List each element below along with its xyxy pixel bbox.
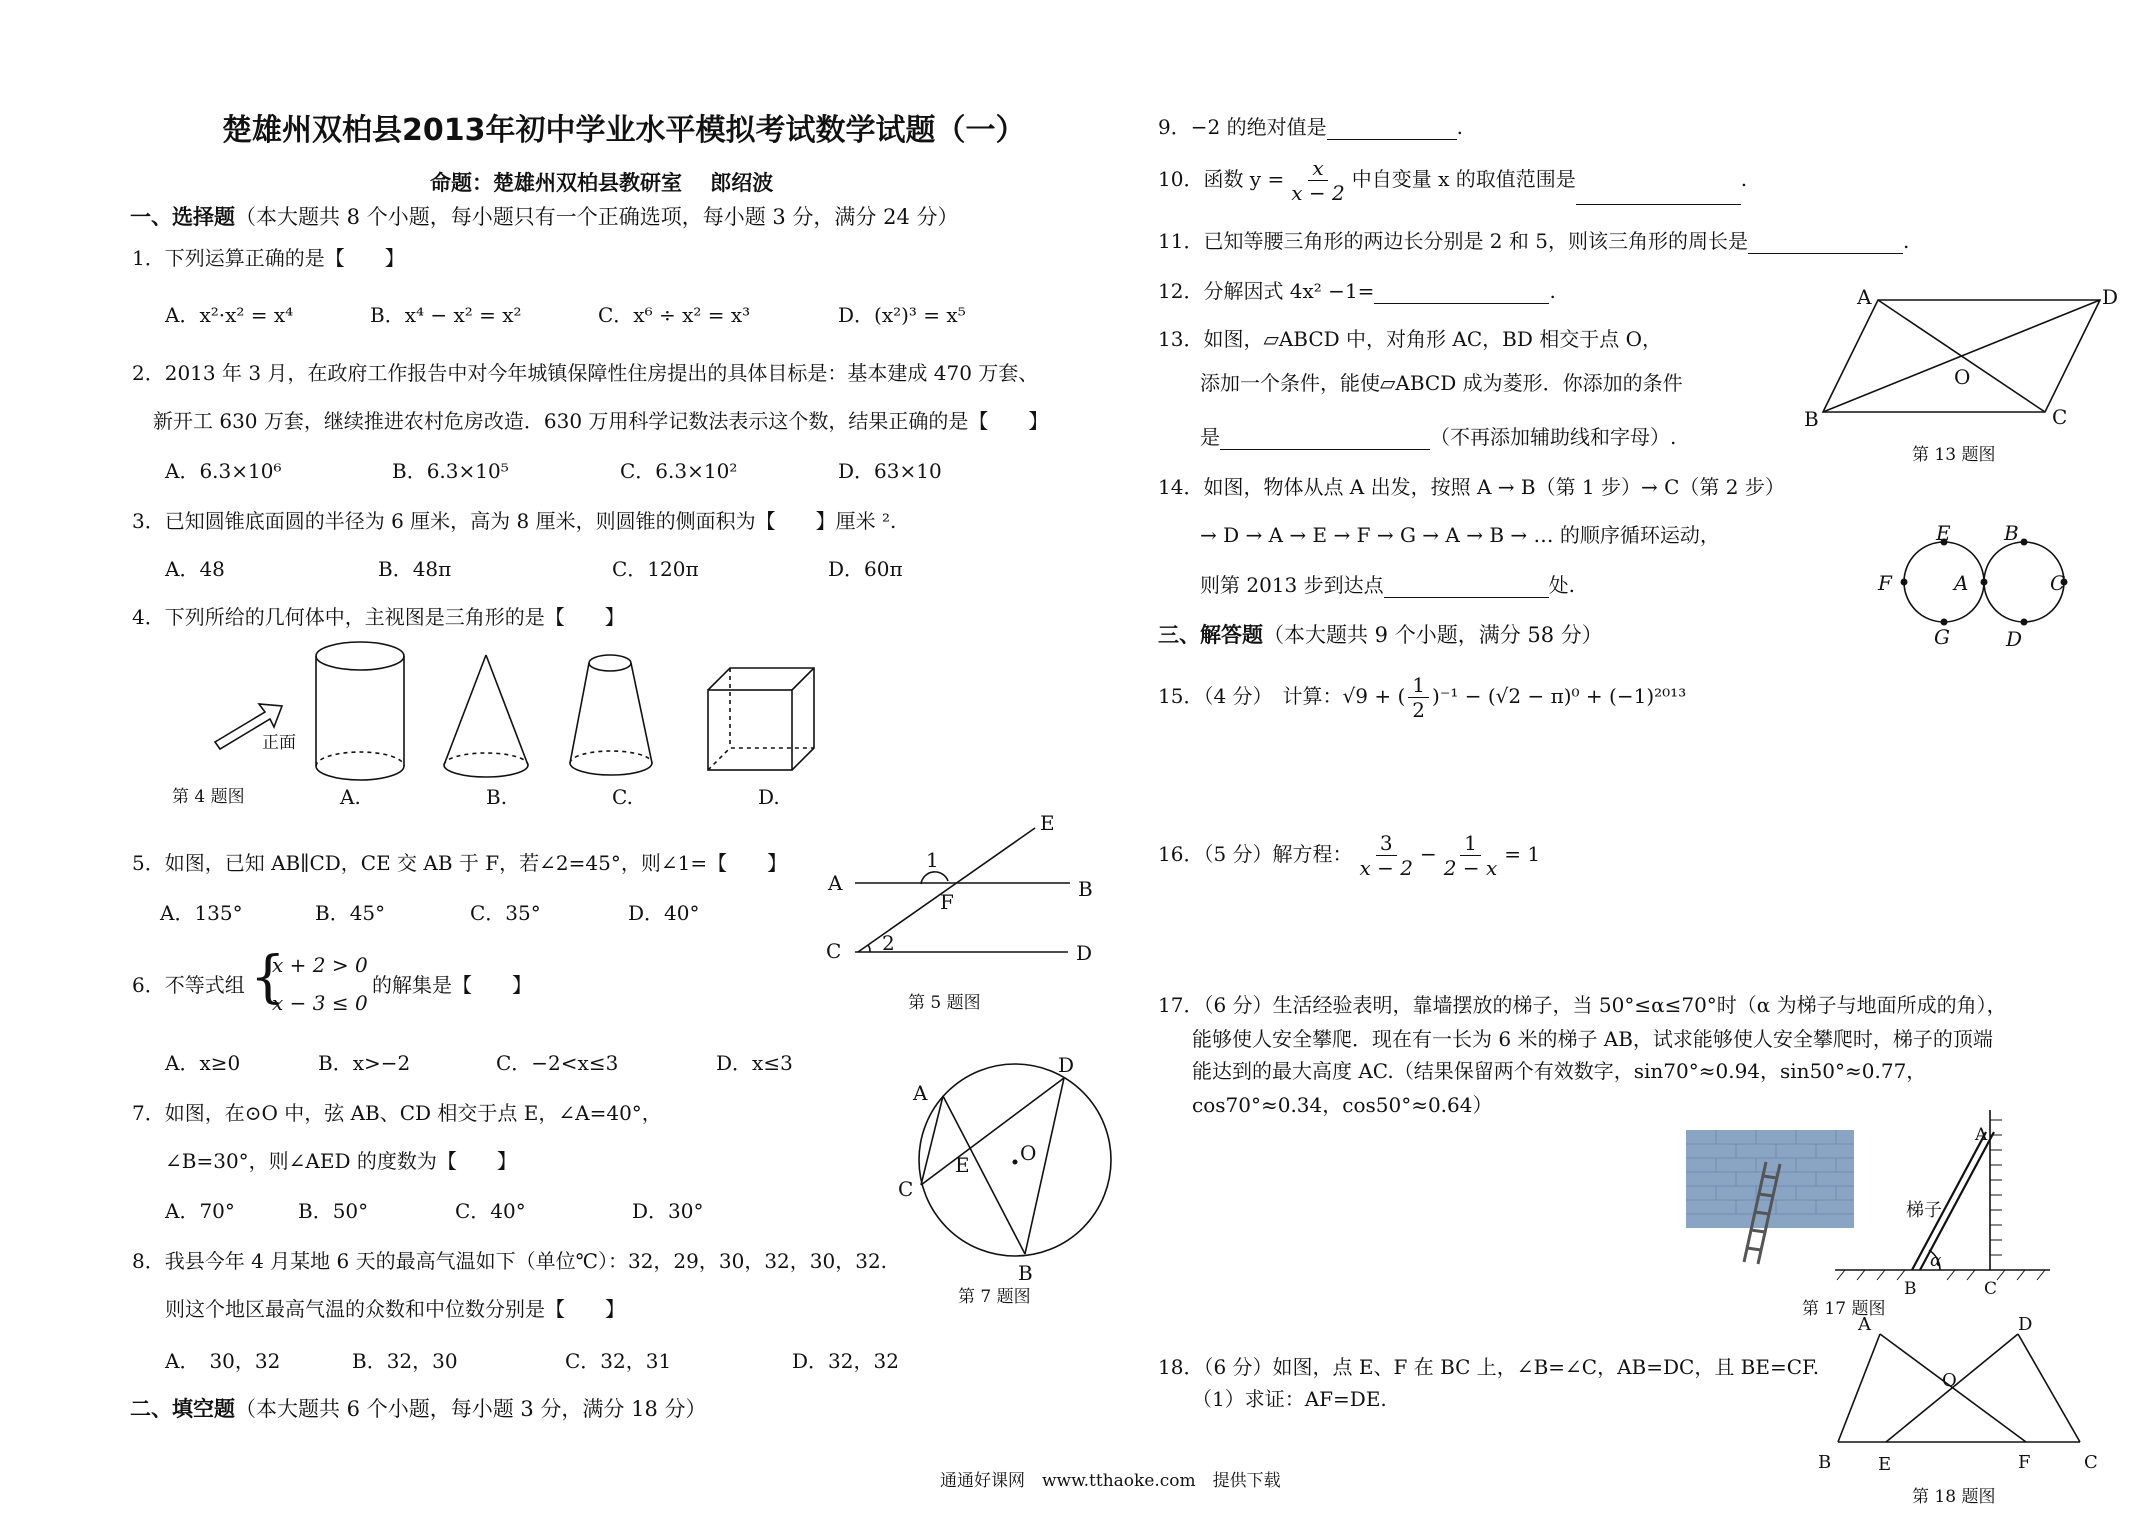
q15-pre: 15．（4 分） 计算： — [1158, 684, 1343, 708]
q1-option-b: B．x⁴ − x² = x² — [370, 303, 522, 327]
point-b-label: B — [2004, 521, 2019, 545]
q16-denominator-2: 2 − x — [1443, 856, 1498, 880]
point-a-label: A — [1857, 285, 1872, 309]
segment-dc — [2018, 1334, 2080, 1442]
q18-line2: （1）求证：AF=DE. — [1192, 1387, 1387, 1411]
point-a-label: A — [1975, 1125, 1988, 1145]
q10-numerator: x — [1308, 156, 1327, 181]
q7-option-d: D．30° — [632, 1199, 704, 1223]
q6-stem-b: 的解集是【 】 — [372, 973, 532, 997]
q4-stem: 4．下列所给的几何体中，主视图是三角形的是【 】 — [132, 605, 625, 629]
q6-stem-a: 6．不等式组 — [132, 973, 245, 997]
q15-expr-b: )⁻¹ − (√2 − π)⁰ + (−1)²⁰¹³ — [1432, 684, 1687, 708]
q3-option-b: B．48π — [378, 557, 452, 581]
point-e-label: E — [1040, 811, 1055, 835]
point-c-label: C — [1984, 1279, 1998, 1299]
segment-ab — [1838, 1334, 1880, 1442]
q17-line1: 17．（6 分）生活经验表明，靠墙摆放的梯子，当 50°≤α≤70°时（α 为梯子与地面所成的角）， — [1158, 993, 2007, 1017]
q11-stem: 11．已知等腰三角形的两边长分别是 2 和 5，则该三角形的周长是 — [1158, 229, 1748, 253]
q7-caption: 第 7 题图 — [958, 1287, 1031, 1307]
angle-1-label: 1 — [926, 848, 939, 872]
q14-stem3a: 则第 2013 步到达点 — [1200, 573, 1384, 597]
point-b-label: B — [1818, 1452, 1832, 1473]
point-f-label: F — [1878, 571, 1892, 595]
q1-option-c: C．x⁶ ÷ x² = x³ — [598, 303, 751, 327]
q14-stem-line1: 14．如图，物体从点 A 出发，按照 A → B（第 1 步）→ C（第 2 步） — [1158, 475, 1785, 499]
q10-pre: 10．函数 y = — [1158, 167, 1285, 191]
point-g-label: G — [1934, 625, 1950, 649]
angle-2-label: 2 — [882, 931, 895, 955]
q5-option-c: C．35° — [470, 901, 541, 925]
q16-minus: − — [1420, 842, 1437, 866]
q11-end: . — [1902, 229, 1910, 253]
q17-line4: cos70°≈0.34，cos50°≈0.64） — [1192, 1093, 1493, 1117]
q17-caption: 第 17 题图 — [1802, 1299, 1886, 1319]
q9-stem: 9．−2 的绝对值是 — [1158, 115, 1327, 139]
point-d-label: D — [2018, 1314, 2033, 1335]
q8-option-d: D．32，32 — [792, 1349, 899, 1373]
q18-caption: 第 18 题图 — [1912, 1487, 1996, 1507]
q13-caption: 第 13 题图 — [1912, 445, 1996, 465]
q2-option-b: B．6.3×10⁵ — [392, 459, 509, 483]
ladder-label: 梯子 — [1906, 1200, 1942, 1221]
q2-option-c: C．6.3×10² — [620, 459, 738, 483]
point-o-label: O — [1020, 1141, 1037, 1165]
page-title: 楚雄州双柏县2013年初中学业水平模拟考试数学试题（一） — [222, 113, 1026, 148]
q10-end: . — [1740, 167, 1748, 191]
q16-post: = 1 — [1504, 842, 1541, 866]
point-o-label: O — [1954, 365, 1971, 389]
q10-denominator: x − 2 — [1291, 181, 1345, 205]
section-1-label: 一、选择题 — [130, 205, 235, 229]
q2-option-d: D．63×10 — [838, 459, 942, 483]
q8-stem-line2: 则这个地区最高气温的众数和中位数分别是【 】 — [165, 1297, 625, 1321]
q7-option-c: C．40° — [455, 1199, 526, 1223]
q8-option-b: B．32，30 — [352, 1349, 458, 1373]
q13-stem3b: （不再添加辅助线和字母）. — [1430, 425, 1677, 449]
q16-numerator-2: 1 — [1460, 831, 1481, 856]
point-a-label: A — [913, 1081, 928, 1105]
q15-numerator: 1 — [1408, 673, 1429, 698]
point-e-label: E — [1878, 1454, 1892, 1475]
point-b-label: B — [1018, 1261, 1033, 1285]
point-f-label: F — [2018, 1452, 2031, 1473]
point-c-label: C — [826, 939, 842, 963]
q4-label-c: C. — [612, 785, 633, 809]
point-e-label: E — [1936, 521, 1951, 545]
section-2-label: 二、填空题 — [130, 1397, 235, 1421]
section-2-note: （本大题共 6 个小题，每小题 3 分，满分 18 分） — [235, 1397, 707, 1421]
q15-expr-a: √9 + ( — [1342, 684, 1406, 708]
q1-option-d: D．(x²)³ = x⁵ — [838, 303, 966, 327]
q6-inequality-2: x − 3 ≤ 0 — [272, 991, 368, 1015]
point-a-label: A — [1858, 1314, 1871, 1335]
point-c-label: C — [2050, 571, 2066, 595]
page-footer: 通通好课网 www.tthaoke.com 提供下载 — [940, 1471, 1281, 1491]
q1-option-a: A．x²·x² = x⁴ — [165, 303, 294, 327]
q12-stem: 12．分解因式 4x² −1= — [1158, 279, 1375, 303]
point-a-label: A — [1954, 571, 1969, 595]
point-b-label: B — [1078, 877, 1093, 901]
point-c-label: C — [898, 1177, 914, 1201]
q17-line2: 能够使人安全攀爬．现在有一长为 6 米的梯子 AB，试求能够使人安全攀爬时，梯子的顶端 — [1192, 1027, 1993, 1051]
section-3-label: 三、解答题 — [1158, 623, 1263, 647]
point-d-label: D — [2102, 285, 2119, 309]
q3-option-a: A．48 — [165, 557, 225, 581]
point-b-label: B — [1804, 407, 1819, 431]
q5-caption: 第 5 题图 — [908, 993, 981, 1013]
q10-post: 中自变量 x 的取值范围是 — [1351, 167, 1576, 191]
point-d-label: D — [1058, 1053, 1075, 1077]
q4-label-b: B. — [486, 785, 508, 809]
q6-brace-icon: { — [250, 945, 286, 1010]
q8-stem-line1: 8．我县今年 4 月某地 6 天的最高气温如下（单位℃）：32，29，30，32，30，32. — [132, 1249, 888, 1273]
q4-front-label: 正面 — [262, 733, 296, 753]
q9-end: . — [1456, 115, 1463, 139]
point-o-label: O — [1942, 1370, 1957, 1391]
q5-option-a: A．135° — [160, 901, 243, 925]
q16-denominator-1: x − 2 — [1359, 856, 1414, 880]
q3-option-c: C．120π — [612, 557, 699, 581]
q8-option-c: C．32，31 — [565, 1349, 672, 1373]
point-e-label: E — [955, 1153, 970, 1177]
q2-stem-line2: 新开工 630 万套，继续推进农村危房改造．630 万用科学记数法表示这个数，结果正确的是【 】 — [153, 409, 1049, 433]
point-c-label: C — [2084, 1452, 2098, 1473]
q8-option-a: A． 30，32 — [165, 1349, 281, 1373]
q17-line3: 能达到的最大高度 AC.（结果保留两个有效数字，sin70°≈0.94，sin50°≈0.77， — [1192, 1059, 1927, 1083]
q2-stem-line1: 2．2013 年 3 月，在政府工作报告中对今年城镇保障性住房提出的具体目标是：基本建成 470 万套、 — [132, 361, 1039, 385]
point-d-label: D — [2006, 627, 2023, 651]
point-f-label: F — [940, 890, 954, 914]
q14-stem3b: 处. — [1548, 573, 1575, 597]
point-b-label: B — [1904, 1279, 1917, 1299]
q16-pre: 16．（5 分）解方程： — [1158, 842, 1353, 866]
q7-stem-line2: ∠B=30°，则∠AED 的度数为【 】 — [165, 1149, 517, 1173]
q1-stem: 1．下列运算正确的是【 】 — [132, 246, 405, 270]
q12-end: . — [1549, 279, 1556, 303]
point-a-label: A — [828, 871, 843, 895]
q7-option-b: B．50° — [298, 1199, 369, 1223]
section-1-note: （本大题共 8 个小题，每小题只有一个正确选项，每小题 3 分，满分 24 分） — [235, 205, 959, 229]
q5-stem: 5．如图，已知 AB∥CD，CE 交 AB 于 F，若∠2=45°，则∠1=【 】 — [132, 851, 788, 875]
q15-denominator: 2 — [1412, 698, 1426, 722]
q6-option-c: C．−2<x≤3 — [496, 1051, 619, 1075]
q6-option-b: B．x>−2 — [318, 1051, 411, 1075]
q13-stem-line1: 13．如图，▱ABCD 中，对角形 AC，BD 相交于点 O， — [1158, 327, 1662, 351]
q14-stem-line2: → D → A → E → F → G → A → B → … 的顺序循环运动， — [1200, 523, 1720, 547]
q7-stem-line1: 7．如图，在⊙O 中，弦 AB、CD 相交于点 E，∠A=40°， — [132, 1101, 662, 1125]
point-d-label: D — [1076, 941, 1093, 965]
q5-option-b: B．45° — [315, 901, 386, 925]
q5-option-d: D．40° — [628, 901, 700, 925]
q4-label-d: D. — [758, 785, 780, 809]
q3-option-d: D．60π — [828, 557, 903, 581]
q2-option-a: A．6.3×10⁶ — [165, 459, 282, 483]
q4-label-a: A. — [340, 785, 361, 809]
q6-option-a: A．x≥0 — [165, 1051, 241, 1075]
q4-caption: 第 4 题图 — [172, 787, 245, 807]
q7-option-a: A．70° — [165, 1199, 235, 1223]
angle-alpha-label: α — [1930, 1251, 1942, 1271]
q6-inequality-1: x + 2 > 0 — [272, 953, 368, 977]
section-3-note: （本大题共 9 个小题，满分 58 分） — [1263, 623, 1603, 647]
q13-stem3a: 是 — [1200, 425, 1220, 449]
point-c-label: C — [2052, 405, 2068, 429]
q16-numerator-1: 3 — [1376, 831, 1397, 856]
q6-option-d: D．x≤3 — [716, 1051, 793, 1075]
q13-stem-line2: 添加一个条件，能使▱ABCD 成为菱形．你添加的条件 — [1200, 371, 1683, 395]
author-line: 命题：楚雄州双柏县教研室 郎绍波 — [430, 171, 774, 195]
q18-line1: 18．（6 分）如图，点 E、F 在 BC 上，∠B=∠C，AB=DC，且 BE=CF. — [1158, 1355, 1820, 1379]
q3-stem: 3．已知圆锥底面圆的半径为 6 厘米，高为 8 厘米，则圆锥的侧面积为【 】厘米 ². — [132, 509, 897, 533]
